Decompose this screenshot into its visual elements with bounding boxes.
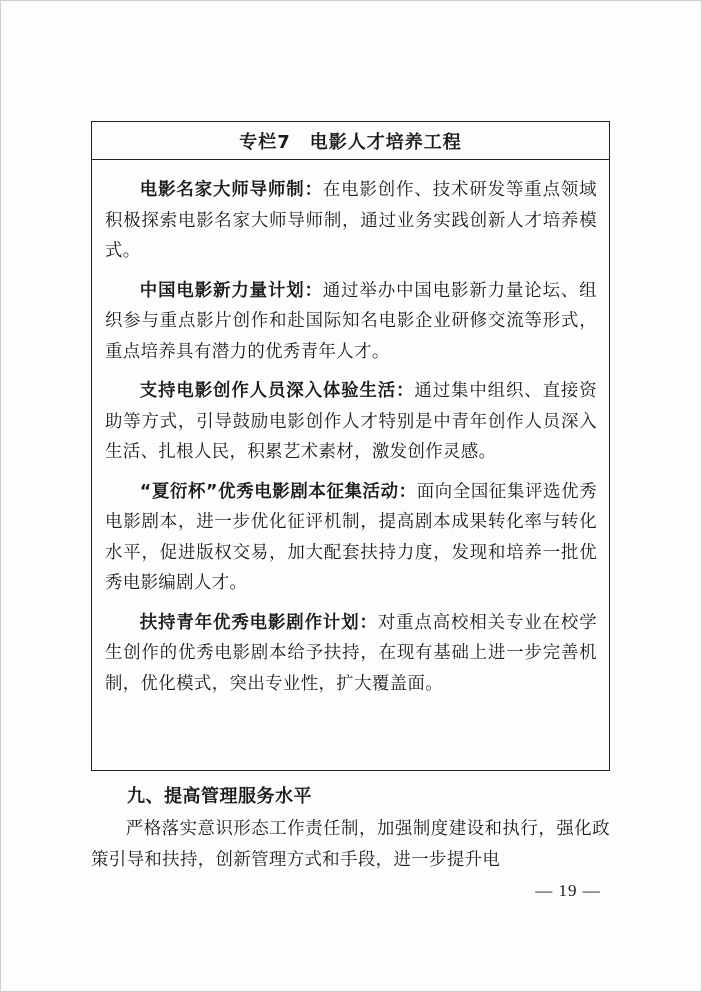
paragraph-heading: 支持电影创作人员深入体验生活： <box>139 381 415 401</box>
paragraph-text: 在电影创作、技术研发等重点领域积极探索电影名家大师导师制，通过业务实践创新人才培养模式。 <box>105 180 597 261</box>
body-paragraph: 严格落实意识形态工作责任制，加强制度建设和执行，强化政策引导和扶持，创新管理方式和手段，进一步提升电 <box>91 819 610 870</box>
box-paragraph-experience-life <box>105 376 597 468</box>
paragraph-text: 通过集中组织、直接资助等方式，引导鼓励电影创作人才特别是中青年创作人员深入生活、扎根人民，积累艺术素材，激发创作灵感。 <box>105 381 597 462</box>
column-box <box>91 121 610 771</box>
paragraph-heading: 电影名家大师导师制： <box>139 180 323 200</box>
paragraph-heading: “夏衍杯”优秀电影剧本征集活动： <box>139 481 417 502</box>
paragraph-text: 面向全国征集评选优秀电影剧本，进一步优化征评机制，提高剧本成果转化率与转化水平，促进版权交易，加大配套扶持力度，发现和培养一批优秀电影编剧人才。 <box>105 481 597 593</box>
paragraph-heading: 中国电影新力量计划： <box>139 280 323 301</box>
box-body <box>92 160 609 699</box>
box-title: 专栏7 电影人才培养工程 <box>92 122 609 160</box>
box-paragraph-young-screenwriters <box>105 608 597 700</box>
section-heading: 九、提高管理服务水平 <box>127 786 312 807</box>
box-paragraph-new-force <box>105 276 597 368</box>
page-number: — 19 — <box>535 881 601 900</box>
box-paragraph-xiayan-cup <box>105 477 597 599</box>
paragraph-text: 对重点高校相关专业在校学生创作的优秀电影剧本给予扶持，在现有基础上进一步完善机制，优化模式，突出专业性，扩大覆盖面。 <box>105 612 597 694</box>
box-paragraph-mentor <box>105 175 597 267</box>
paragraph-text: 通过举办中国电影新力量论坛、组织参与重点影片创作和赴国际知名电影企业研修交流等形式，重点培养具有潜力的优秀青年人才。 <box>105 280 597 362</box>
paragraph-heading: 扶持青年优秀电影剧作计划： <box>139 612 378 633</box>
